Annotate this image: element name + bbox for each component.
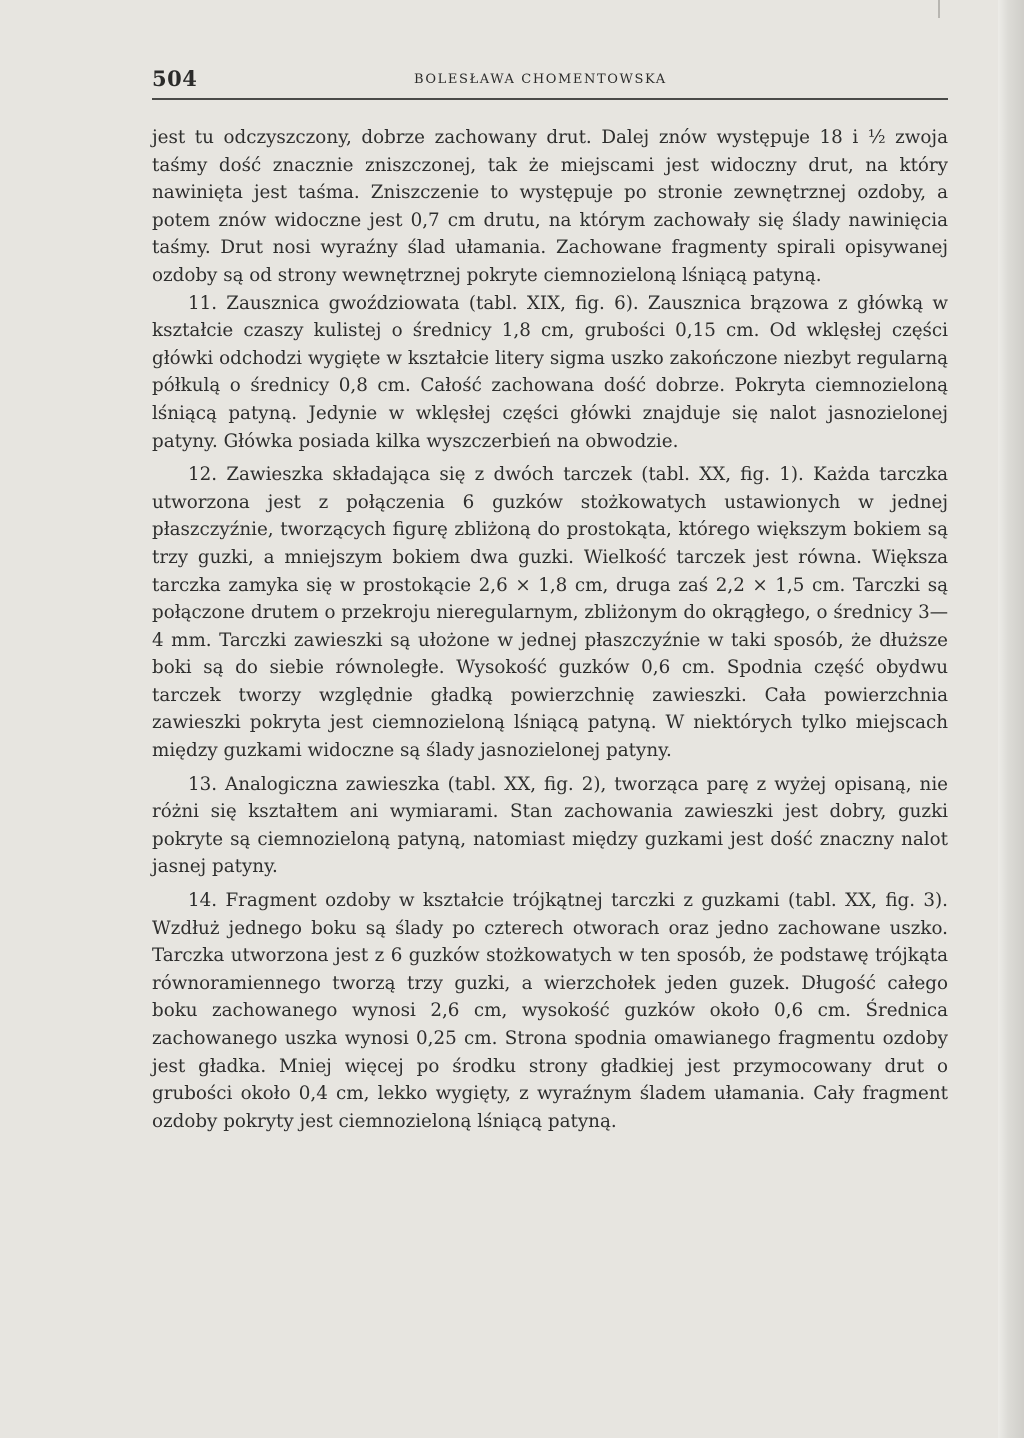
- paragraph-item-12: 12. Zawieszka składająca się z dwóch tarczek (tabl. XX, fig. 1). Każda tarczka utworzona jest z połączenia 6 guzków stożkowatych ustawionych w jednej płaszczyźnie, tworzących figurę zbliżoną do prostokąta, którego większym bokiem są trzy guzki, a mniejszym bokiem dwa guzki. Wielkość tarczek jest równa. Większa tarczka zamyka się w prostokącie 2,6 × 1,8 cm, druga zaś 2,2 × 1,5 cm. Tarczki są połączone drutem o przekroju nieregularnym, zbliżonym do okrągłego, o średnicy 3—4 mm. Tarczki zawieszki są ułożone w jednej płaszczyźnie w taki sposób, że dłuższe boki są do siebie równoległe. Wysokość guzków 0,6 cm. Spodnia część obydwu tarczek tworzy względnie gładką powierzchnię zawieszki. Cała powierzchnia zawieszki pokryta jest ciemnozieloną lśniącą patyną. W niektórych tylko miejscach między guzkami widoczne są ślady jasnozielonej patyny.: [152, 464, 948, 762]
- running-head: BOLESŁAWA CHOMENTOWSKA: [414, 72, 667, 87]
- body-text: [152, 124, 948, 1135]
- page-edge-shadow: [998, 0, 1024, 1438]
- page-number: 504: [152, 66, 198, 91]
- paragraph-item-11: 11. Zausznica gwoździowata (tabl. XIX, fig. 6). Zausznica brązowa z główką w kształcie czaszy kulistej o średnicy 1,8 cm, grubości 0,15 cm. Od wklęsłej części główki odchodzi wygięte w kształcie litery sigma uszko zakończone niezbyt regularną półkulą o średnicy 0,8 cm. Całość zachowana dość dobrze. Pokryta ciemnozieloną lśniącą patyną. Jedynie w wklęsłej części główki znajduje się nalot jasnozielonej patyny. Główka posiada kilka wyszczerbień na obwodzie.: [152, 292, 948, 452]
- paragraph-item-13: 13. Analogiczna zawieszka (tabl. XX, fig. 2), tworząca parę z wyżej opisaną, nie różni się kształtem ani wymiarami. Stan zachowania zawieszki jest dobry, guzki pokryte są ciemnozieloną patyną, natomiast między guzkami jest dość znaczny nalot jasnej patyny.: [152, 773, 948, 878]
- scan-edge-mark: [938, 0, 940, 18]
- page-header: [152, 64, 948, 100]
- paragraph-continuation: jest tu odczyszczony, dobrze zachowany drut. Dalej znów występuje 18 i ½ zwoja taśmy dość znacznie zniszczonej, tak że miejscami jest widoczny drut, na który nawinięta jest taśma. Zniszczenie to występuje po stronie zewnętrznej ozdoby, a potem znów widoczne jest 0,7 cm drutu, na którym zachowały się ślady nawinięcia taśmy. Drut nosi wyraźny ślad ułamania. Zachowane fragmenty spirali opisywanej ozdoby są od strony wewnętrznej pokryte ciemnozieloną lśniącą patyną.: [152, 127, 948, 286]
- paragraph-item-14: 14. Fragment ozdoby w kształcie trójkątnej tarczki z guzkami (tabl. XX, fig. 3). Wzdłuż jednego boku są ślady po czterech otworach oraz jedno zachowane uszko. Tarczka utworzona jest z 6 guzków stożkowatych w ten sposób, że podstawę trójkąta równoramiennego tworzą trzy guzki, a wierzchołek jeden guzek. Długość całego boku zachowanego wynosi 2,6 cm, wysokość guzków około 0,6 cm. Średnica zachowanego uszka wynosi 0,25 cm. Strona spodnia omawianego fragmentu ozdoby jest gładka. Mniej więcej po środku strony gładkiej jest przymocowany drut o grubości około 0,4 cm, lekko wygięty, z wyraźnym śladem ułamania. Cały fragment ozdoby pokryty jest ciemnozieloną lśniącą patyną.: [152, 890, 948, 1132]
